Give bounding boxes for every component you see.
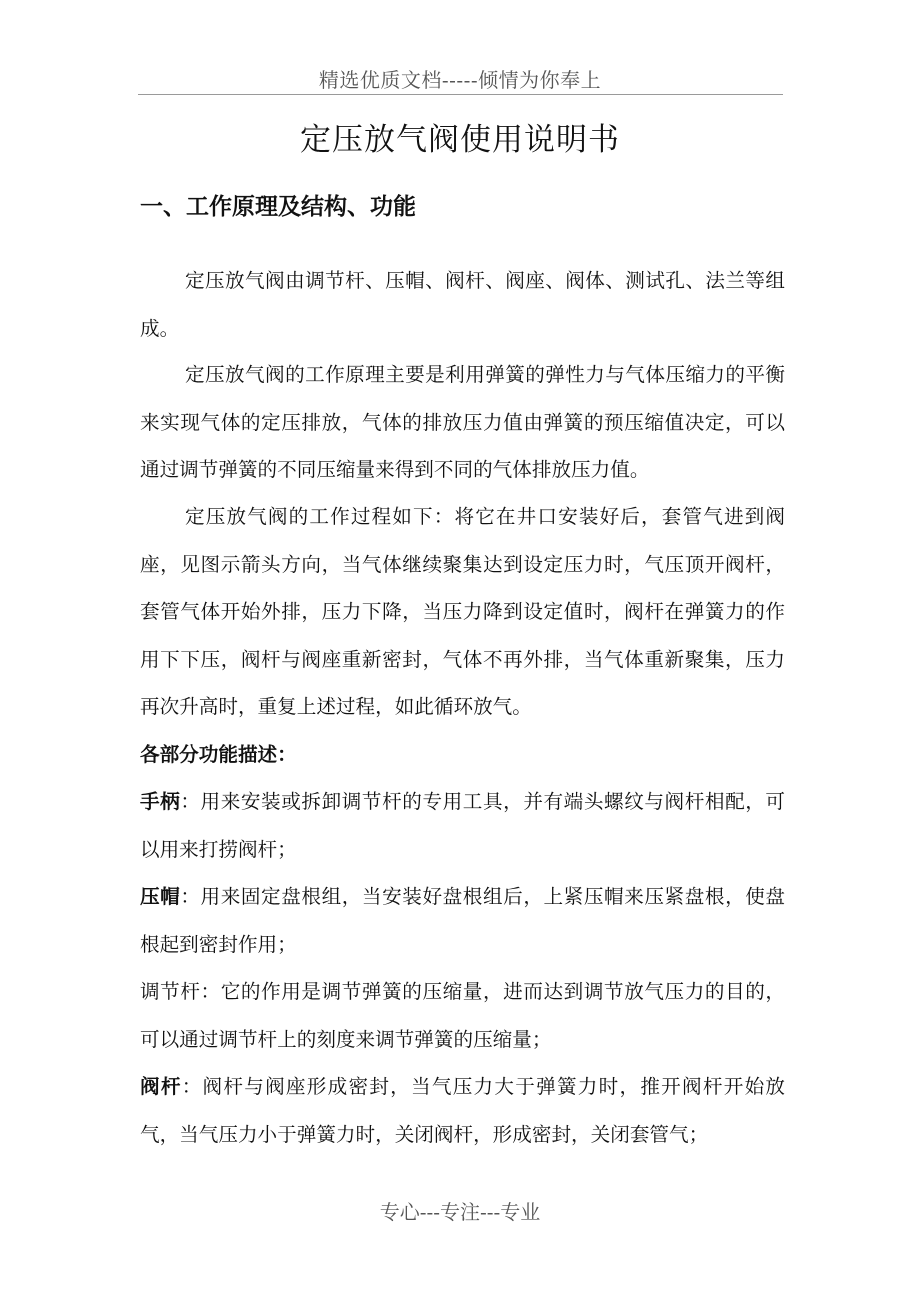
item-label: 压帽 bbox=[140, 885, 181, 908]
item-label: 手柄 bbox=[140, 790, 181, 813]
section-heading: 一、工作原理及结构、功能 bbox=[140, 194, 416, 220]
paragraph-process: 定压放气阀的工作过程如下：将它在井口安装好后，套管气进到阀座，见图示箭头方向，当气体继续聚集达到设定压力时，气压顶开阀杆，套管气体开始外排，压力下降，当压力降到设定值时，阀杆在弹簧力的作用下下压，阀杆与阀座重新密封，气体不再外排，当气体重新聚集，压力再次升高时，重复上述过程，如此循环放气。 bbox=[140, 505, 785, 718]
item-adjust-rod bbox=[140, 968, 785, 1063]
item-text: ：用来固定盘根组，当安装好盘根组后，上紧压帽来压紧盘根，使盘根起到密封作用； bbox=[140, 885, 786, 956]
item-text: ：它的作用是调节弹簧的压缩量，进而达到调节放气压力的目的，可以通过调节杆上的刻度来调节弹簧的压缩量； bbox=[140, 980, 786, 1051]
parts-heading: 各部分功能描述： bbox=[140, 743, 297, 766]
page-header: 精选优质文档-----倾情为你奉上 bbox=[318, 68, 602, 92]
item-label: 阀杆 bbox=[140, 1075, 182, 1098]
paragraph-composition: 定压放气阀由调节杆、压帽、阀杆、阀座、阀体、测试孔、法兰等组成。 bbox=[140, 269, 785, 340]
item-text: ：阀杆与阀座形成密封，当气压力大于弹簧力时，推开阀杆开始放气，当气压力小于弹簧力时，关闭阀杆，形成密封，关闭套管气； bbox=[140, 1075, 786, 1146]
document-title: 定压放气阀使用说明书 bbox=[300, 122, 620, 158]
item-cap bbox=[140, 873, 785, 968]
paragraph-principle: 定压放气阀的工作原理主要是利用弹簧的弹性力与气体压缩力的平衡来实现气体的定压排放，气体的排放压力值由弹簧的预压缩值决定，可以通过调节弹簧的不同压缩量来得到不同的气体排放压力值。 bbox=[140, 363, 785, 481]
item-text: ：用来安装或拆卸调节杆的专用工具，并有端头螺纹与阀杆相配，可以用来打捞阀杆； bbox=[140, 790, 786, 861]
item-handle bbox=[140, 778, 785, 873]
page-footer: 专心---专注---专业 bbox=[379, 1200, 541, 1224]
header-divider bbox=[138, 94, 783, 95]
item-valve-stem bbox=[140, 1063, 785, 1158]
item-label: 调节杆 bbox=[140, 980, 201, 1003]
